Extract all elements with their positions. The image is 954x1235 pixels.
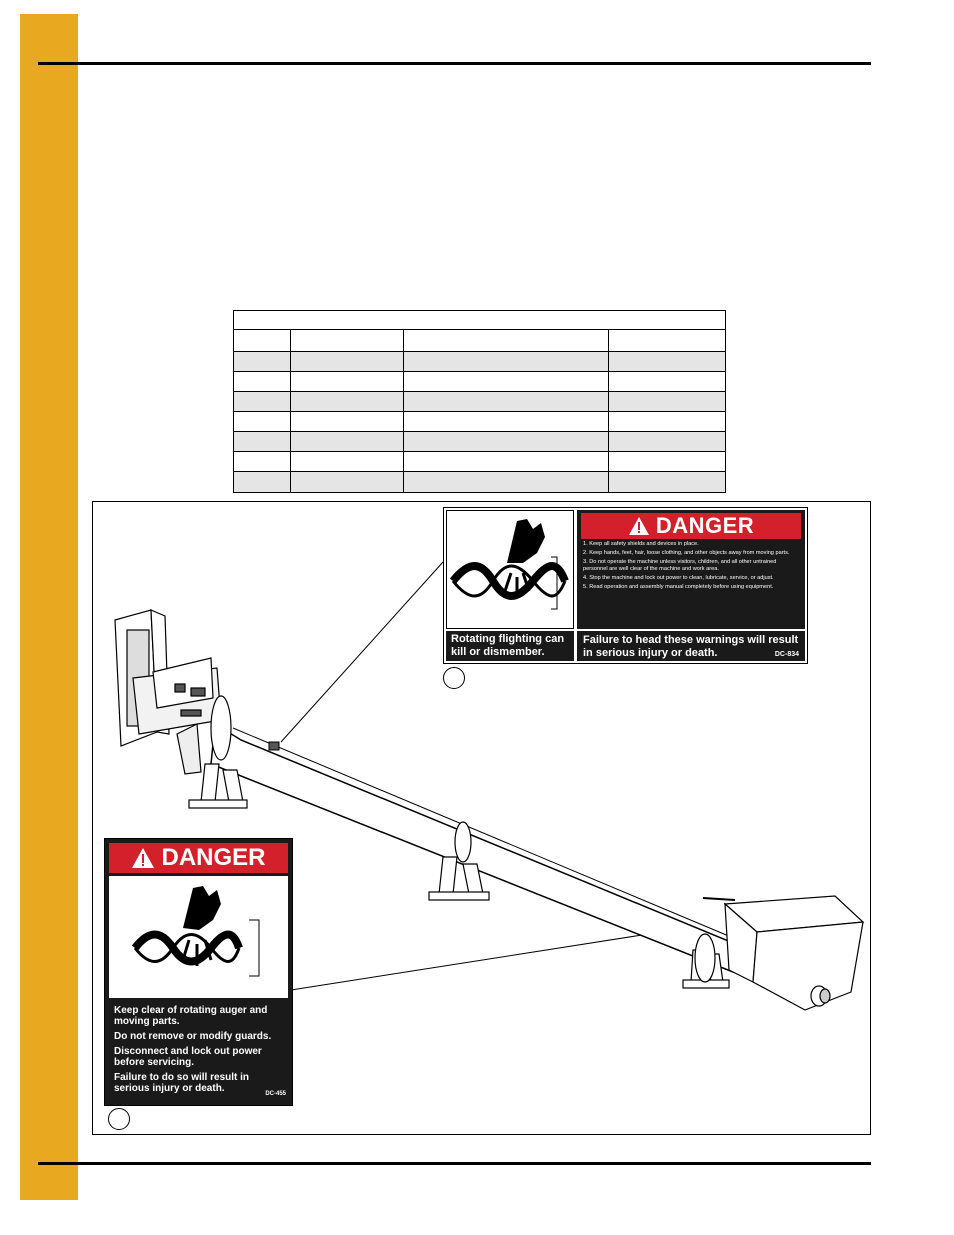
decal-message: Failure to do so will result in serious injury or death. <box>114 1072 250 1094</box>
decal-dc455-messages <box>114 1005 286 1098</box>
warning-triangle-icon <box>131 847 155 869</box>
table-cell <box>291 412 404 431</box>
parts-table-header <box>234 330 725 352</box>
danger-banner <box>109 843 288 873</box>
decal-code: DC-455 <box>265 1091 286 1097</box>
table-cell <box>404 472 609 492</box>
hand-auger-hazard-icon <box>446 510 574 629</box>
table-cell <box>291 452 404 471</box>
head-assembly <box>115 610 231 774</box>
header-rule <box>38 62 871 65</box>
table-cell <box>404 392 609 411</box>
tube-highlight <box>233 728 743 942</box>
table-cell <box>291 352 404 371</box>
parts-table <box>233 310 726 493</box>
leader-line-dc834 <box>281 562 443 742</box>
callout-circle-dc455 <box>108 1108 130 1130</box>
table-row <box>234 372 725 392</box>
side-tab <box>20 14 78 1200</box>
header-cell <box>234 330 291 351</box>
table-cell <box>234 412 291 431</box>
table-row <box>234 392 725 412</box>
table-cell <box>609 472 725 492</box>
table-cell <box>404 432 609 451</box>
table-cell <box>234 452 291 471</box>
parts-table-title <box>234 311 725 330</box>
footer-rule <box>38 1162 871 1165</box>
table-cell <box>291 472 404 492</box>
leader-line-dc455 <box>291 927 693 990</box>
decal-dc834-right-message: Failure to head these warnings will result in serious injury or death. <box>577 629 805 661</box>
table-cell <box>609 412 725 431</box>
danger-banner-text: DANGER <box>655 513 755 538</box>
decal-message: Disconnect and lock out power before servicing. <box>114 1046 262 1068</box>
decal-code: DC-834 <box>774 651 799 658</box>
decal-dc834-rules <box>583 541 799 593</box>
decal-dc834 <box>443 507 808 664</box>
table-cell <box>291 372 404 391</box>
table-cell <box>404 412 609 431</box>
rule-item: 2. Keep hands, feet, hair, loose clothing, and other objects away from moving parts. <box>583 550 790 556</box>
table-cell <box>404 352 609 371</box>
decal-location-figure <box>92 501 871 1135</box>
table-row <box>234 352 725 372</box>
table-cell <box>234 432 291 451</box>
decal-dc455 <box>104 838 293 1106</box>
table-cell <box>234 352 291 371</box>
table-cell <box>234 372 291 391</box>
table-cell <box>609 372 725 391</box>
table-cell <box>609 452 725 471</box>
decal-message: Keep clear of rotating auger and moving parts. <box>114 1005 268 1027</box>
table-cell <box>404 452 609 471</box>
table-cell <box>291 432 404 451</box>
table-cell <box>609 432 725 451</box>
table-row <box>234 452 725 472</box>
rule-item: 4. Stop the machine and lock out power to clean, lubricate, service, or adjust. <box>583 575 774 581</box>
decal-dc834-left-message: Rotating flighting can kill or dismember. <box>446 631 574 661</box>
table-row <box>234 412 725 432</box>
header-cell <box>291 330 404 351</box>
callout-circle-dc834 <box>443 667 465 689</box>
dc834-marker <box>269 742 279 750</box>
decal-message: Do not remove or modify guards. <box>114 1031 272 1042</box>
header-cell <box>404 330 609 351</box>
rule-item: 1. Keep all safety shields and devices in place. <box>583 541 699 547</box>
danger-banner <box>581 513 801 539</box>
danger-banner-text: DANGER <box>161 844 266 871</box>
rule-item: 3. Do not operate the machine unless visitors, children, and all other untrained personnel are well clear of the machine and work area. <box>583 559 777 572</box>
hand-auger-hazard-icon <box>109 876 288 998</box>
header-cell <box>609 330 725 351</box>
decal-dc834-panel <box>577 510 805 661</box>
table-cell <box>404 372 609 391</box>
table-cell <box>234 392 291 411</box>
table-cell <box>291 392 404 411</box>
table-cell <box>609 352 725 371</box>
table-row <box>234 432 725 452</box>
table-row <box>234 472 725 492</box>
warning-triangle-icon <box>628 516 650 536</box>
rule-item: 5. Read operation and assembly manual completely before using equipment. <box>583 584 774 590</box>
table-cell <box>609 392 725 411</box>
table-cell <box>234 472 291 492</box>
